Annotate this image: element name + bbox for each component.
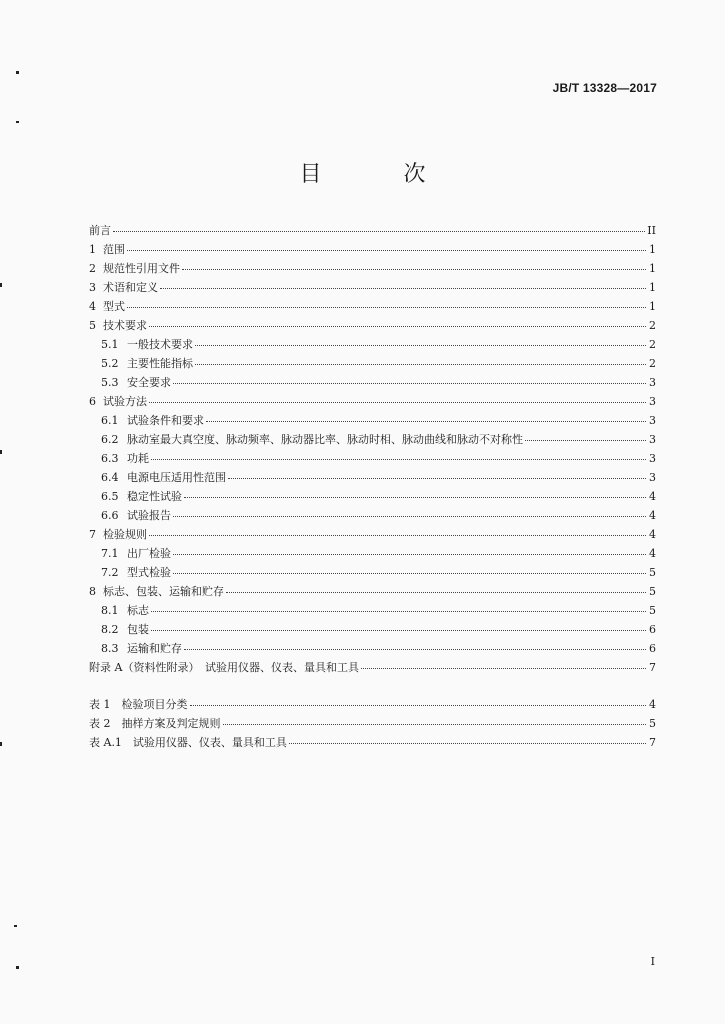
dot-leader <box>149 317 646 327</box>
toc-entry-label: 一般技术要求 <box>127 338 193 351</box>
toc-entry-number: 6.4 <box>101 471 119 484</box>
scan-mark <box>0 283 2 287</box>
toc-entry-number: 4 <box>89 300 96 313</box>
toc-entry-page: 7 <box>649 661 656 674</box>
toc-entry-label: 稳定性试验 <box>127 490 182 503</box>
dot-leader <box>149 393 646 403</box>
toc-entry-number: 8.1 <box>101 604 119 617</box>
toc-entry-page: 1 <box>649 262 656 275</box>
toc-entry-label: 标志 <box>127 604 149 617</box>
toc-entry <box>89 278 656 297</box>
toc-entry-page: 5 <box>649 717 656 730</box>
toc-entry-number: 5.1 <box>101 338 119 351</box>
toc-entry-page: 2 <box>649 338 656 351</box>
dot-leader <box>127 241 646 251</box>
toc-entry-page: II <box>647 224 656 237</box>
toc-entry-page: 4 <box>649 528 656 541</box>
toc-entry-number: 6.2 <box>101 433 119 446</box>
dot-leader <box>173 564 646 574</box>
dot-leader <box>151 621 646 631</box>
dot-leader <box>149 526 646 536</box>
dot-leader <box>206 412 646 422</box>
toc-entry-number: 7 <box>89 528 96 541</box>
toc-entry-label: 检验规则 <box>103 528 147 541</box>
section-spacer <box>89 677 656 695</box>
dot-leader <box>361 659 646 669</box>
table-of-contents <box>89 221 656 752</box>
toc-entry <box>89 449 656 468</box>
toc-entry-page: 1 <box>649 300 656 313</box>
dot-leader <box>113 222 645 232</box>
toc-entry-label: 技术要求 <box>103 319 147 332</box>
dot-leader <box>151 450 646 460</box>
toc-entry <box>89 335 656 354</box>
scan-mark <box>0 450 2 454</box>
page-title: 目 次 <box>299 162 456 187</box>
dot-leader <box>190 696 647 706</box>
dot-leader <box>184 640 646 650</box>
toc-entry-label: 包装 <box>127 623 149 636</box>
scan-mark <box>14 925 17 927</box>
toc-entry <box>89 354 656 373</box>
dot-leader <box>228 469 646 479</box>
toc-entry <box>89 487 656 506</box>
toc-entry-label: 试验方法 <box>103 395 147 408</box>
dot-leader <box>525 431 646 441</box>
toc-entry-page: 2 <box>649 319 656 332</box>
toc-entry-label: 出厂检验 <box>127 547 171 560</box>
dot-leader <box>223 715 647 725</box>
toc-entry-page: 3 <box>649 376 656 389</box>
scan-mark <box>0 742 2 746</box>
toc-entry-number: 7.1 <box>101 547 119 560</box>
toc-entry-label: 安全要求 <box>127 376 171 389</box>
dot-leader <box>182 260 646 270</box>
toc-entry <box>89 373 656 392</box>
toc-entry-page: 4 <box>649 547 656 560</box>
toc-entry-label: 脉动室最大真空度、脉动频率、脉动器比率、脉动时相、脉动曲线和脉动不对称性 <box>127 433 523 446</box>
toc-entry-page: 6 <box>649 623 656 636</box>
toc-entry-page: 3 <box>649 414 656 427</box>
dot-leader <box>151 602 646 612</box>
toc-entry-page: 7 <box>649 736 656 749</box>
toc-entry-label: 附录 A（资料性附录） 试验用仪器、仪表、量具和工具 <box>89 661 359 674</box>
toc-entry <box>89 582 656 601</box>
dot-leader <box>127 298 646 308</box>
toc-entry-page: 3 <box>649 452 656 465</box>
page-number: I <box>650 955 655 968</box>
toc-entry-number: 8.2 <box>101 623 119 636</box>
toc-entry-label: 术语和定义 <box>103 281 158 294</box>
dot-leader <box>184 488 646 498</box>
toc-entry <box>89 430 656 449</box>
toc-entry-page: 4 <box>649 490 656 503</box>
toc-entry <box>89 695 656 714</box>
scan-mark <box>16 71 19 74</box>
toc-entry-number: 6 <box>89 395 96 408</box>
toc-entry-page: 5 <box>649 566 656 579</box>
toc-entry-label: 型式检验 <box>127 566 171 579</box>
toc-entry-label: 电源电压适用性范围 <box>127 471 226 484</box>
toc-entry-number: 2 <box>89 262 96 275</box>
toc-entry-page: 1 <box>649 281 656 294</box>
toc-entry-label: 表 A.1 试验用仪器、仪表、量具和工具 <box>89 736 287 749</box>
toc-entry-page: 4 <box>649 698 656 711</box>
toc-entry-number: 8 <box>89 585 96 598</box>
toc-entry <box>89 601 656 620</box>
toc-entry-page: 1 <box>649 243 656 256</box>
toc-entry-page: 2 <box>649 357 656 370</box>
toc-entry-label: 型式 <box>103 300 125 313</box>
toc-entry-number: 3 <box>89 281 96 294</box>
toc-entry-number: 6.3 <box>101 452 119 465</box>
toc-entry-number: 5.3 <box>101 376 119 389</box>
toc-entry <box>89 411 656 430</box>
toc-entry <box>89 240 656 259</box>
dot-leader <box>173 374 646 384</box>
toc-entry <box>89 714 656 733</box>
dot-leader <box>160 279 646 289</box>
toc-entry-label: 试验报告 <box>127 509 171 522</box>
standard-code: JB/T 13328—2017 <box>552 81 657 95</box>
scan-mark <box>16 121 19 123</box>
toc-entry-label: 表 2 抽样方案及判定规则 <box>89 717 221 730</box>
toc-entry-label: 运输和贮存 <box>127 642 182 655</box>
toc-entry <box>89 468 656 487</box>
toc-entry <box>89 221 656 240</box>
toc-entry-number: 6.1 <box>101 414 119 427</box>
toc-entry <box>89 658 656 677</box>
dot-leader <box>195 355 646 365</box>
toc-entry-label: 主要性能指标 <box>127 357 193 370</box>
dot-leader <box>173 507 646 517</box>
toc-entry <box>89 544 656 563</box>
toc-entry-number: 6.6 <box>101 509 119 522</box>
toc-entry-label: 表 1 检验项目分类 <box>89 698 188 711</box>
toc-entry <box>89 563 656 582</box>
toc-entry-number: 5.2 <box>101 357 119 370</box>
toc-entry-page: 6 <box>649 642 656 655</box>
dot-leader <box>226 583 646 593</box>
toc-entry <box>89 297 656 316</box>
toc-entry <box>89 506 656 525</box>
toc-entry-label: 范围 <box>103 243 125 256</box>
toc-entry-number: 8.3 <box>101 642 119 655</box>
toc-entry <box>89 392 656 411</box>
toc-entry <box>89 620 656 639</box>
toc-entry <box>89 316 656 335</box>
toc-entry-page: 3 <box>649 395 656 408</box>
toc-entry-page: 3 <box>649 433 656 446</box>
toc-entry-number: 1 <box>89 243 96 256</box>
toc-entry-page: 5 <box>649 585 656 598</box>
toc-entry-number: 5 <box>89 319 96 332</box>
toc-entry-page: 3 <box>649 471 656 484</box>
toc-entry <box>89 733 656 752</box>
dot-leader <box>195 336 646 346</box>
toc-entry <box>89 639 656 658</box>
toc-entry-label: 功耗 <box>127 452 149 465</box>
toc-entry-number: 7.2 <box>101 566 119 579</box>
toc-entry <box>89 259 656 278</box>
toc-entry-label: 试验条件和要求 <box>127 414 204 427</box>
toc-entry-page: 5 <box>649 604 656 617</box>
dot-leader <box>173 545 646 555</box>
scan-mark <box>16 966 19 969</box>
toc-entry-label: 前言 <box>89 224 111 237</box>
toc-entry <box>89 525 656 544</box>
toc-entry-label: 标志、包装、运输和贮存 <box>103 585 224 598</box>
toc-entry-label: 规范性引用文件 <box>103 262 180 275</box>
dot-leader <box>289 734 646 744</box>
toc-entry-number: 6.5 <box>101 490 119 503</box>
toc-entry-page: 4 <box>649 509 656 522</box>
